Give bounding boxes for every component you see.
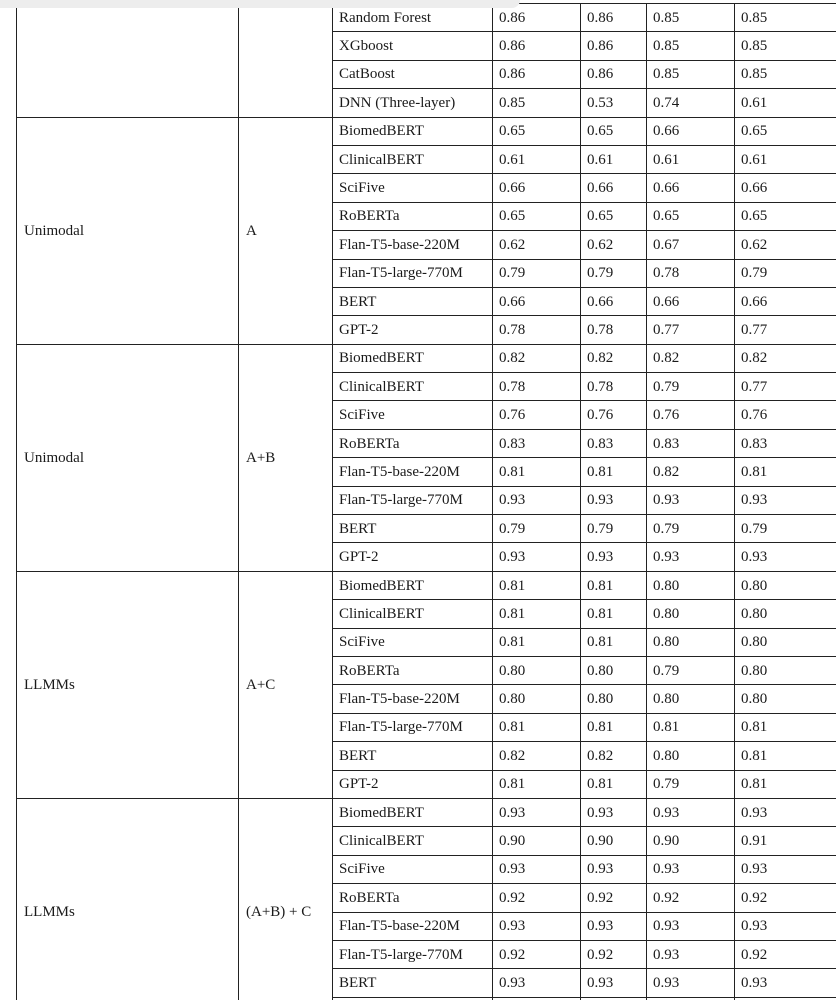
metric-value-cell: 0.85 bbox=[735, 32, 836, 60]
results-table bbox=[16, 3, 836, 1000]
model-name-cell: Flan-T5-large-770M bbox=[333, 940, 493, 968]
model-name-cell: RoBERTa bbox=[333, 202, 493, 230]
metric-value-cell: 0.62 bbox=[581, 231, 647, 259]
model-name-cell: BiomedBERT bbox=[333, 798, 493, 826]
model-name-cell: Flan-T5-large-770M bbox=[333, 713, 493, 741]
input-combination-cell: (A+B) + C bbox=[239, 798, 333, 1000]
model-name-cell: BiomedBERT bbox=[333, 344, 493, 372]
metric-value-cell: 0.93 bbox=[735, 486, 836, 514]
metric-value-cell: 0.92 bbox=[735, 884, 836, 912]
metric-value-cell: 0.79 bbox=[581, 515, 647, 543]
model-name-cell: Flan-T5-base-220M bbox=[333, 458, 493, 486]
metric-value-cell: 0.66 bbox=[735, 287, 836, 315]
metric-value-cell: 0.93 bbox=[735, 855, 836, 883]
metric-value-cell: 0.81 bbox=[581, 600, 647, 628]
metric-value-cell: 0.82 bbox=[647, 344, 735, 372]
metric-value-cell: 0.81 bbox=[581, 713, 647, 741]
metric-value-cell: 0.80 bbox=[493, 685, 581, 713]
metric-value-cell: 0.93 bbox=[493, 543, 581, 571]
table-row bbox=[17, 117, 836, 145]
metric-value-cell: 0.80 bbox=[493, 656, 581, 684]
metric-value-cell: 0.81 bbox=[735, 458, 836, 486]
metric-value-cell: 0.77 bbox=[735, 373, 836, 401]
metric-value-cell: 0.93 bbox=[735, 543, 836, 571]
model-name-cell: BiomedBERT bbox=[333, 117, 493, 145]
model-name-cell: RoBERTa bbox=[333, 884, 493, 912]
metric-value-cell: 0.78 bbox=[493, 373, 581, 401]
metric-value-cell: 0.81 bbox=[735, 770, 836, 798]
model-type-cell: LLMMs bbox=[17, 571, 239, 798]
model-type-cell: Unimodal bbox=[17, 117, 239, 344]
results-table-body bbox=[17, 4, 836, 1000]
metric-value-cell: 0.82 bbox=[493, 344, 581, 372]
model-name-cell: SciFive bbox=[333, 401, 493, 429]
metric-value-cell: 0.81 bbox=[493, 600, 581, 628]
metric-value-cell: 0.65 bbox=[581, 117, 647, 145]
metric-value-cell: 0.66 bbox=[493, 174, 581, 202]
metric-value-cell: 0.79 bbox=[735, 515, 836, 543]
model-name-cell: GPT-2 bbox=[333, 543, 493, 571]
metric-value-cell: 0.61 bbox=[493, 145, 581, 173]
metric-value-cell: 0.93 bbox=[647, 969, 735, 997]
metric-value-cell: 0.81 bbox=[735, 713, 836, 741]
metric-value-cell: 0.79 bbox=[647, 373, 735, 401]
metric-value-cell: 0.66 bbox=[647, 287, 735, 315]
metric-value-cell: 0.79 bbox=[647, 656, 735, 684]
metric-value-cell: 0.80 bbox=[647, 685, 735, 713]
model-name-cell: Flan-T5-large-770M bbox=[333, 259, 493, 287]
metric-value-cell: 0.61 bbox=[735, 89, 836, 117]
metric-value-cell: 0.62 bbox=[493, 231, 581, 259]
metric-value-cell: 0.79 bbox=[493, 515, 581, 543]
model-name-cell: CatBoost bbox=[333, 60, 493, 88]
model-type-cell bbox=[17, 4, 239, 118]
model-name-cell: BERT bbox=[333, 287, 493, 315]
metric-value-cell: 0.80 bbox=[735, 600, 836, 628]
metric-value-cell: 0.81 bbox=[493, 571, 581, 599]
model-name-cell: Flan-T5-base-220M bbox=[333, 231, 493, 259]
metric-value-cell: 0.93 bbox=[647, 798, 735, 826]
input-combination-cell: A+B bbox=[239, 344, 333, 571]
model-name-cell: BiomedBERT bbox=[333, 571, 493, 599]
metric-value-cell: 0.85 bbox=[647, 32, 735, 60]
metric-value-cell: 0.93 bbox=[581, 798, 647, 826]
metric-value-cell: 0.93 bbox=[581, 486, 647, 514]
metric-value-cell: 0.90 bbox=[493, 827, 581, 855]
metric-value-cell: 0.66 bbox=[647, 174, 735, 202]
metric-value-cell: 0.76 bbox=[493, 401, 581, 429]
metric-value-cell: 0.81 bbox=[493, 628, 581, 656]
metric-value-cell: 0.93 bbox=[493, 912, 581, 940]
metric-value-cell: 0.93 bbox=[735, 969, 836, 997]
model-name-cell: Flan-T5-large-770M bbox=[333, 486, 493, 514]
metric-value-cell: 0.79 bbox=[647, 515, 735, 543]
model-name-cell: BERT bbox=[333, 742, 493, 770]
model-name-cell: Flan-T5-base-220M bbox=[333, 912, 493, 940]
metric-value-cell: 0.81 bbox=[647, 713, 735, 741]
metric-value-cell: 0.80 bbox=[735, 685, 836, 713]
metric-value-cell: 0.80 bbox=[647, 742, 735, 770]
metric-value-cell: 0.86 bbox=[581, 60, 647, 88]
metric-value-cell: 0.81 bbox=[493, 458, 581, 486]
metric-value-cell: 0.66 bbox=[735, 174, 836, 202]
metric-value-cell: 0.85 bbox=[493, 89, 581, 117]
metric-value-cell: 0.93 bbox=[493, 798, 581, 826]
metric-value-cell: 0.93 bbox=[647, 912, 735, 940]
metric-value-cell: 0.91 bbox=[735, 827, 836, 855]
metric-value-cell: 0.92 bbox=[581, 940, 647, 968]
metric-value-cell: 0.66 bbox=[493, 287, 581, 315]
metric-value-cell: 0.83 bbox=[647, 429, 735, 457]
model-name-cell: RoBERTa bbox=[333, 429, 493, 457]
metric-value-cell: 0.85 bbox=[735, 4, 836, 32]
metric-value-cell: 0.66 bbox=[581, 174, 647, 202]
metric-value-cell: 0.65 bbox=[581, 202, 647, 230]
metric-value-cell: 0.65 bbox=[493, 202, 581, 230]
metric-value-cell: 0.86 bbox=[581, 32, 647, 60]
table-row bbox=[17, 571, 836, 599]
metric-value-cell: 0.79 bbox=[735, 259, 836, 287]
metric-value-cell: 0.82 bbox=[647, 458, 735, 486]
metric-value-cell: 0.78 bbox=[581, 373, 647, 401]
model-name-cell: ClinicalBERT bbox=[333, 145, 493, 173]
metric-value-cell: 0.78 bbox=[647, 259, 735, 287]
metric-value-cell: 0.85 bbox=[647, 4, 735, 32]
metric-value-cell: 0.79 bbox=[493, 259, 581, 287]
metric-value-cell: 0.93 bbox=[581, 855, 647, 883]
model-name-cell: XGboost bbox=[333, 32, 493, 60]
metric-value-cell: 0.85 bbox=[647, 60, 735, 88]
metric-value-cell: 0.81 bbox=[581, 458, 647, 486]
metric-value-cell: 0.79 bbox=[647, 770, 735, 798]
metric-value-cell: 0.86 bbox=[493, 32, 581, 60]
metric-value-cell: 0.82 bbox=[735, 344, 836, 372]
table-row bbox=[17, 798, 836, 826]
metric-value-cell: 0.92 bbox=[493, 884, 581, 912]
model-name-cell: DNN (Three-layer) bbox=[333, 89, 493, 117]
model-name-cell: GPT-2 bbox=[333, 770, 493, 798]
model-name-cell: BERT bbox=[333, 969, 493, 997]
metric-value-cell: 0.80 bbox=[735, 571, 836, 599]
input-combination-cell: A+C bbox=[239, 571, 333, 798]
metric-value-cell: 0.93 bbox=[493, 855, 581, 883]
metric-value-cell: 0.83 bbox=[581, 429, 647, 457]
metric-value-cell: 0.67 bbox=[647, 231, 735, 259]
model-name-cell: ClinicalBERT bbox=[333, 827, 493, 855]
model-name-cell: SciFive bbox=[333, 628, 493, 656]
metric-value-cell: 0.76 bbox=[581, 401, 647, 429]
metric-value-cell: 0.80 bbox=[581, 656, 647, 684]
model-name-cell: ClinicalBERT bbox=[333, 373, 493, 401]
metric-value-cell: 0.86 bbox=[581, 4, 647, 32]
model-type-cell: LLMMs bbox=[17, 798, 239, 1000]
metric-value-cell: 0.86 bbox=[493, 4, 581, 32]
metric-value-cell: 0.92 bbox=[647, 884, 735, 912]
table-row bbox=[17, 344, 836, 372]
metric-value-cell: 0.65 bbox=[647, 202, 735, 230]
metric-value-cell: 0.92 bbox=[493, 940, 581, 968]
metric-value-cell: 0.92 bbox=[735, 940, 836, 968]
model-name-cell: BERT bbox=[333, 515, 493, 543]
model-type-cell: Unimodal bbox=[17, 344, 239, 571]
metric-value-cell: 0.77 bbox=[647, 316, 735, 344]
metric-value-cell: 0.61 bbox=[581, 145, 647, 173]
metric-value-cell: 0.53 bbox=[581, 89, 647, 117]
model-name-cell: Random Forest bbox=[333, 4, 493, 32]
metric-value-cell: 0.65 bbox=[735, 117, 836, 145]
metric-value-cell: 0.83 bbox=[493, 429, 581, 457]
metric-value-cell: 0.61 bbox=[735, 145, 836, 173]
metric-value-cell: 0.85 bbox=[735, 60, 836, 88]
metric-value-cell: 0.80 bbox=[647, 571, 735, 599]
metric-value-cell: 0.80 bbox=[581, 685, 647, 713]
metric-value-cell: 0.93 bbox=[493, 486, 581, 514]
metric-value-cell: 0.93 bbox=[647, 486, 735, 514]
metric-value-cell: 0.65 bbox=[493, 117, 581, 145]
metric-value-cell: 0.66 bbox=[647, 117, 735, 145]
metric-value-cell: 0.65 bbox=[735, 202, 836, 230]
metric-value-cell: 0.77 bbox=[735, 316, 836, 344]
metric-value-cell: 0.93 bbox=[647, 543, 735, 571]
browser-top-bar bbox=[0, 0, 520, 8]
model-name-cell: Flan-T5-base-220M bbox=[333, 685, 493, 713]
model-name-cell: SciFive bbox=[333, 174, 493, 202]
metric-value-cell: 0.93 bbox=[647, 940, 735, 968]
metric-value-cell: 0.78 bbox=[581, 316, 647, 344]
input-combination-cell: A bbox=[239, 117, 333, 344]
metric-value-cell: 0.93 bbox=[581, 969, 647, 997]
metric-value-cell: 0.79 bbox=[581, 259, 647, 287]
metric-value-cell: 0.62 bbox=[735, 231, 836, 259]
metric-value-cell: 0.61 bbox=[647, 145, 735, 173]
metric-value-cell: 0.82 bbox=[493, 742, 581, 770]
metric-value-cell: 0.66 bbox=[581, 287, 647, 315]
metric-value-cell: 0.78 bbox=[493, 316, 581, 344]
metric-value-cell: 0.81 bbox=[735, 742, 836, 770]
model-name-cell: GPT-2 bbox=[333, 316, 493, 344]
metric-value-cell: 0.93 bbox=[735, 912, 836, 940]
metric-value-cell: 0.81 bbox=[493, 770, 581, 798]
metric-value-cell: 0.93 bbox=[581, 912, 647, 940]
metric-value-cell: 0.93 bbox=[581, 543, 647, 571]
metric-value-cell: 0.80 bbox=[647, 628, 735, 656]
metric-value-cell: 0.93 bbox=[493, 969, 581, 997]
metric-value-cell: 0.80 bbox=[647, 600, 735, 628]
metric-value-cell: 0.93 bbox=[647, 855, 735, 883]
metric-value-cell: 0.81 bbox=[581, 571, 647, 599]
metric-value-cell: 0.76 bbox=[735, 401, 836, 429]
metric-value-cell: 0.80 bbox=[735, 656, 836, 684]
metric-value-cell: 0.76 bbox=[647, 401, 735, 429]
metric-value-cell: 0.82 bbox=[581, 344, 647, 372]
metric-value-cell: 0.81 bbox=[581, 770, 647, 798]
metric-value-cell: 0.86 bbox=[493, 60, 581, 88]
metric-value-cell: 0.90 bbox=[581, 827, 647, 855]
model-name-cell: SciFive bbox=[333, 855, 493, 883]
metric-value-cell: 0.74 bbox=[647, 89, 735, 117]
metric-value-cell: 0.80 bbox=[735, 628, 836, 656]
metric-value-cell: 0.81 bbox=[493, 713, 581, 741]
metric-value-cell: 0.93 bbox=[735, 798, 836, 826]
model-name-cell: RoBERTa bbox=[333, 656, 493, 684]
input-combination-cell bbox=[239, 4, 333, 118]
metric-value-cell: 0.90 bbox=[647, 827, 735, 855]
metric-value-cell: 0.83 bbox=[735, 429, 836, 457]
model-name-cell: ClinicalBERT bbox=[333, 600, 493, 628]
metric-value-cell: 0.81 bbox=[581, 628, 647, 656]
metric-value-cell: 0.92 bbox=[581, 884, 647, 912]
metric-value-cell: 0.82 bbox=[581, 742, 647, 770]
